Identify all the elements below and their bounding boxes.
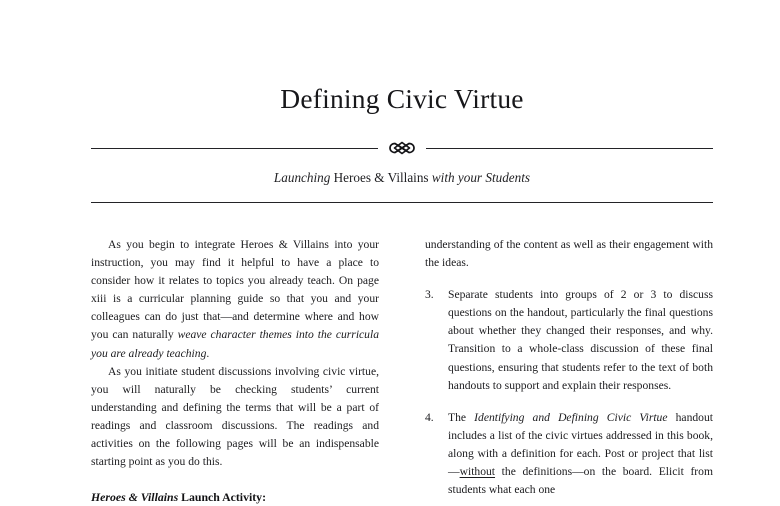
paragraph-intro-italic-phrase: weave character themes into the curricula you are already teaching: [91, 328, 380, 360]
launch-activity-heading-title: Heroes & Villains: [91, 490, 179, 505]
step-text-3: Separate students into groups of 2 or 3 to discuss questions on the handout, particularly the final questions about whether they changed their responses, and why. Transition to a whole-class discussion of these final questions, ensuring that students refer to the text of both handouts to support and explain their responses.: [448, 288, 713, 392]
step-text-4-b: handout includes a list of the civic virtues addressed in this book, along with a definition for each. Post or project that list—: [448, 410, 713, 479]
launch-activity-heading: [91, 471, 379, 506]
subtitle-italic-lead: Launching: [273, 170, 331, 185]
subtitle: [91, 169, 713, 187]
rule-segment-left: [91, 148, 378, 149]
paragraph-intro-text-b: .: [206, 346, 210, 360]
step-number-3: 3.: [425, 288, 434, 302]
list-item-step-4: [425, 409, 713, 499]
paragraph-continued: understanding of the content as well as their engagement with the ideas.: [425, 238, 713, 270]
paragraph-intro: [91, 236, 379, 363]
list-item-step-3: [425, 286, 713, 395]
subtitle-book-title: Heroes & Villains: [330, 170, 432, 185]
bottom-rule: [91, 202, 713, 203]
masthead: [91, 82, 713, 116]
step-text-4-c: the definitions—on the board. Elicit from students what each one: [448, 465, 713, 497]
step-text-4-a: The: [448, 410, 475, 424]
celtic-knot-ornament: [387, 140, 417, 156]
left-column: [91, 236, 379, 504]
subtitle-italic-tail: with your Students: [431, 170, 531, 185]
two-column-body: [91, 236, 713, 504]
numbered-steps-list: [425, 286, 713, 499]
paragraph-discussions: As you initiate student discussions involving civic virtue, you will naturally be checking students’ current understanding and defining the terms that will be a part of readings and classroom discussions. The readings and activities on the following pages will be an indispensable starting point as you do this.: [91, 364, 379, 469]
top-rule-with-ornament: [91, 141, 713, 155]
emphasis-without-underlined: without: [459, 465, 496, 479]
paragraph-intro-text-a: As you begin to integrate Heroes & Villains into your instruction, you may find it helpful to have a place to consider how it relates to topics you already teach. On page xiii is a curricular planning guide so that you and your colleagues can do just that—and determine where and how you can naturally: [91, 238, 379, 342]
step-number-4: 4.: [425, 410, 434, 424]
launch-activity-heading-label: Launch Activity:: [178, 490, 267, 505]
page-title: Defining Civic Virtue: [280, 83, 524, 114]
handout-title-italic: Identifying and Defining Civic Virtue: [474, 410, 668, 424]
right-column: [425, 236, 713, 504]
rule-segment-right: [426, 148, 713, 149]
